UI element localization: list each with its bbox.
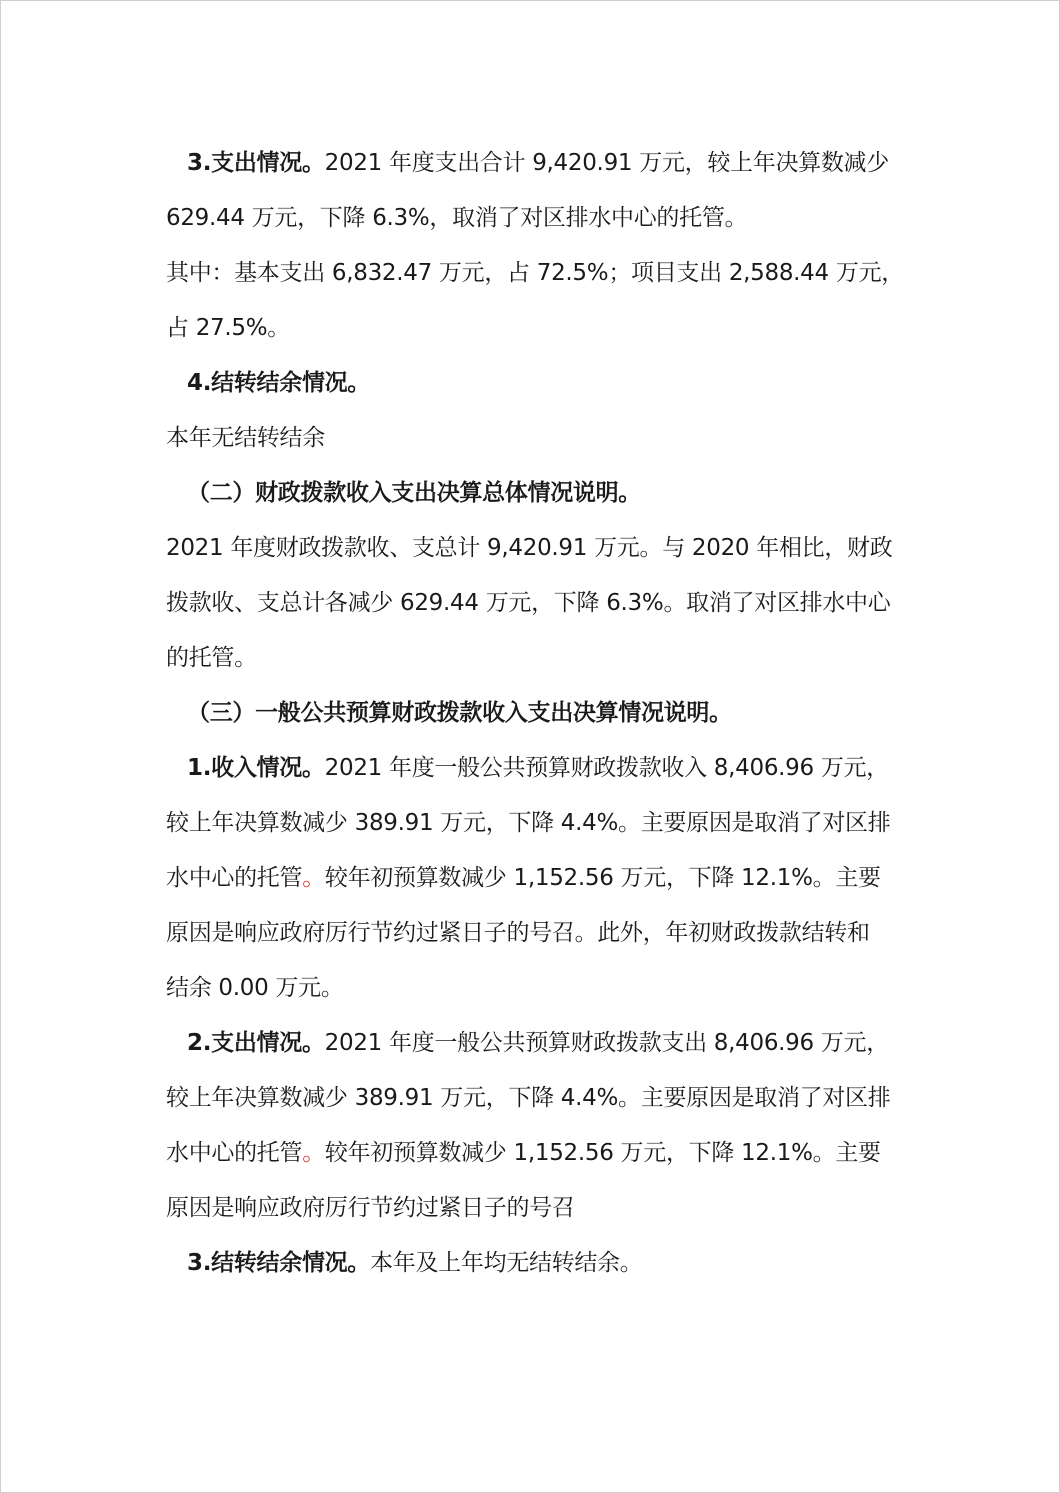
paragraph-line: 拨款收、支总计各减少 629.44 万元，下降 6.3%。取消了对区排水中心 xyxy=(166,590,891,616)
paragraph-line: 2021 年度财政拨款收、支总计 9,420.91 万元。与 2020 年相比，财政 xyxy=(166,535,893,561)
income-paragraph-line xyxy=(166,741,906,796)
paragraph-line: 占 27.5%。 xyxy=(166,315,290,341)
paragraph-line xyxy=(166,851,906,906)
expense-heading: 3.支出情况。 xyxy=(187,150,325,176)
red-period: 。 xyxy=(302,1140,325,1166)
paragraph-line: 629.44 万元，下降 6.3%，取消了对区排水中心的托管。 xyxy=(166,205,748,231)
text-span: 较年初预算数减少 1,152.56 万元，下降 12.1%。主要 xyxy=(324,865,881,891)
gp-expense-heading: 2.支出情况。 xyxy=(187,1030,325,1056)
text-span: 较年初预算数减少 1,152.56 万元，下降 12.1%。主要 xyxy=(324,1140,881,1166)
income-heading: 1.收入情况。 xyxy=(187,755,325,781)
text-span: 2021 年度一般公共预算财政拨款收入 8,406.96 万元， xyxy=(324,755,889,781)
gp-carryover-paragraph-line xyxy=(166,1236,906,1291)
section-2-heading-line xyxy=(166,466,906,521)
paragraph-line: 的托管。 xyxy=(166,645,257,671)
section-2-heading: （二）财政拨款收入支出决算总体情况说明。 xyxy=(187,480,642,506)
carryover-heading-line xyxy=(166,356,906,411)
section-3-heading: （三）一般公共预算财政拨款收入支出决算情况说明。 xyxy=(187,700,732,726)
text-span: 水中心的托管 xyxy=(166,865,303,891)
carryover-heading: 4.结转结余情况。 xyxy=(187,370,371,396)
gp-expense-paragraph-line xyxy=(166,1016,906,1071)
text-span: 2021 年度支出合计 9,420.91 万元，较上年决算数减少 xyxy=(324,150,889,176)
paragraph-line: 结余 0.00 万元。 xyxy=(166,975,344,1001)
gp-carryover-heading: 3.结转结余情况。 xyxy=(187,1250,371,1276)
paragraph-line: 本年无结转结余 xyxy=(166,425,325,451)
paragraph-line: 较上年决算数减少 389.91 万元，下降 4.4%。主要原因是取消了对区排 xyxy=(166,1085,891,1111)
paragraph-line: 原因是响应政府厉行节约过紧日子的号召 xyxy=(166,1195,575,1221)
text-span: 本年及上年均无结转结余。 xyxy=(370,1250,643,1276)
text-span: 水中心的托管 xyxy=(166,1140,303,1166)
paragraph-line: 其中：基本支出 6,832.47 万元，占 72.5%；项目支出 2,588.44 万元， xyxy=(166,260,904,286)
red-period: 。 xyxy=(302,865,325,891)
document-body xyxy=(166,136,906,1291)
paragraph-line xyxy=(166,1126,906,1181)
paragraph-line: 较上年决算数减少 389.91 万元，下降 4.4%。主要原因是取消了对区排 xyxy=(166,810,891,836)
paragraph-line: 原因是响应政府厉行节约过紧日子的号召。此外，年初财政拨款结转和 xyxy=(166,920,870,946)
text-span: 2021 年度一般公共预算财政拨款支出 8,406.96 万元， xyxy=(324,1030,889,1056)
section-3-heading-line xyxy=(166,686,906,741)
expense-paragraph-line xyxy=(166,136,906,191)
